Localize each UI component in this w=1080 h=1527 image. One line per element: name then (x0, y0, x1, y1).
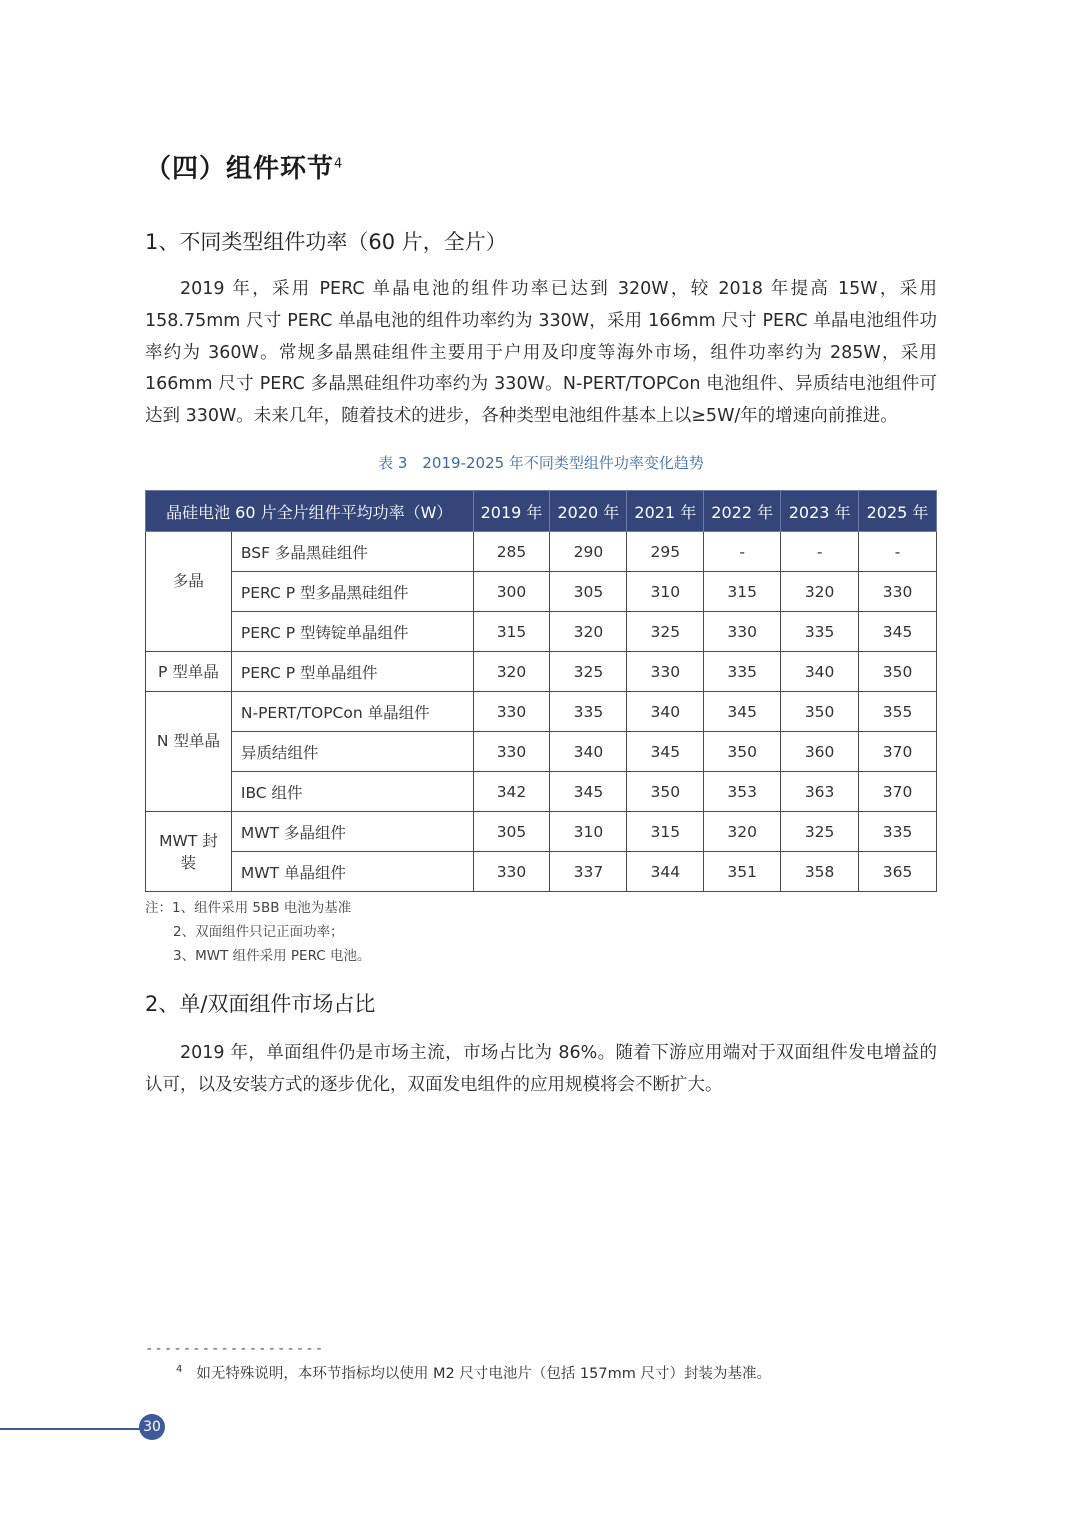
power-value-cell: 345 (704, 692, 781, 732)
footnote-separator: ------------------- (145, 1341, 325, 1357)
row-group-label: MWT 封 装 (146, 812, 232, 892)
power-value-cell: 315 (473, 612, 550, 652)
power-value-cell: 290 (550, 532, 627, 572)
power-value-cell: 360 (781, 732, 859, 772)
paragraph-2-text: 2019 年，单面组件仍是市场主流，市场占比为 86%。随着下游应用端对于双面组件发电增益的认可，以及安装方式的逐步优化，双面发电组件的应用规模将会不断扩大。 (145, 1043, 937, 1095)
module-type-cell: BSF 多晶黑硅组件 (231, 532, 473, 572)
power-value-cell: 305 (473, 812, 550, 852)
module-type-cell: PERC P 型铸锭单晶组件 (231, 612, 473, 652)
module-type-cell: MWT 多晶组件 (231, 812, 473, 852)
power-value-cell: 285 (473, 532, 550, 572)
power-value-cell: 295 (627, 532, 704, 572)
page-number-line (0, 1428, 144, 1430)
table-notes (145, 896, 371, 968)
power-value-cell: 310 (550, 812, 627, 852)
power-value-cell: 320 (473, 652, 550, 692)
power-value-cell: 335 (550, 692, 627, 732)
power-value-cell: 330 (473, 852, 550, 892)
power-value-cell: 335 (704, 652, 781, 692)
power-value-cell: 335 (859, 812, 937, 852)
subsection-title-1: 1、不同类型组件功率（60 片，全片） (145, 230, 507, 254)
power-value-cell: 320 (704, 812, 781, 852)
table-row (146, 852, 937, 892)
power-value-cell: 363 (781, 772, 859, 812)
power-value-cell: 340 (781, 652, 859, 692)
power-value-cell: - (859, 532, 937, 572)
power-value-cell: 358 (781, 852, 859, 892)
footnote (176, 1362, 771, 1383)
power-value-cell: 345 (627, 732, 704, 772)
power-value-cell: 345 (550, 772, 627, 812)
row-group-label: 多晶 (146, 532, 232, 652)
power-value-cell: 370 (859, 772, 937, 812)
row-group-label: P 型单晶 (146, 652, 232, 692)
power-value-cell: 351 (704, 852, 781, 892)
power-value-cell: 365 (859, 852, 937, 892)
year-header: 2019 年 (473, 491, 550, 532)
power-value-cell: 300 (473, 572, 550, 612)
year-header: 2022 年 (704, 491, 781, 532)
power-value-cell: 355 (859, 692, 937, 732)
power-value-cell: 305 (550, 572, 627, 612)
power-value-cell: 337 (550, 852, 627, 892)
power-value-cell: 310 (627, 572, 704, 612)
power-value-cell: 370 (859, 732, 937, 772)
table-header-row (146, 491, 937, 532)
power-value-cell: 344 (627, 852, 704, 892)
power-value-cell: - (704, 532, 781, 572)
power-value-cell: 350 (781, 692, 859, 732)
note-1: 注：1、组件采用 5BB 电池为基准 (145, 900, 352, 916)
table-row (146, 652, 937, 692)
power-value-cell: 330 (859, 572, 937, 612)
footnote-reference: 4 (334, 156, 344, 172)
power-value-cell: 340 (550, 732, 627, 772)
power-value-cell: 330 (473, 692, 550, 732)
year-header: 2023 年 (781, 491, 859, 532)
paragraph-1 (145, 274, 937, 433)
power-value-cell: 353 (704, 772, 781, 812)
power-value-cell: 330 (473, 732, 550, 772)
table-row (146, 772, 937, 812)
power-value-cell: 342 (473, 772, 550, 812)
year-header: 2020 年 (550, 491, 627, 532)
subsection-title-2: 2、单/双面组件市场占比 (145, 992, 376, 1016)
row-group-label: N 型单晶 (146, 692, 232, 812)
table-row (146, 732, 937, 772)
module-type-cell: MWT 单晶组件 (231, 852, 473, 892)
power-value-cell: 350 (859, 652, 937, 692)
table-row (146, 572, 937, 612)
power-trend-table (145, 490, 937, 892)
power-value-cell: 325 (781, 812, 859, 852)
year-header: 2021 年 (627, 491, 704, 532)
power-value-cell: 335 (781, 612, 859, 652)
power-value-cell: 320 (550, 612, 627, 652)
power-value-cell: 340 (627, 692, 704, 732)
module-type-cell: PERC P 型多晶黑硅组件 (231, 572, 473, 612)
page-number: 30 (139, 1414, 165, 1440)
footnote-mark: 4 (176, 1364, 183, 1376)
table-row (146, 532, 937, 572)
power-value-cell: 330 (704, 612, 781, 652)
power-value-cell: 330 (627, 652, 704, 692)
paragraph-1-text: 2019 年，采用 PERC 单晶电池的组件功率已达到 320W，较 2018 年提高 15W，采用 158.75mm 尺寸 PERC 单晶电池的组件功率约为 330W，采用 166mm 尺寸 PERC 单晶电池组件功率约为 360W。常规多晶黑硅组件主要用于户用及印度等海外市场，组件功率约为 285W，采用 166mm 尺寸 PERC 多晶黑硅组件功率约为 330W。N-PERT/TOPCon 电池组件、异质结电池组件可达到 330W。未来几年，随着技术的进步，各种类型电池组件基本上以≥5W/年的增速向前推进。 (145, 279, 937, 427)
power-value-cell: 325 (550, 652, 627, 692)
module-type-cell: IBC 组件 (231, 772, 473, 812)
power-value-cell: - (781, 532, 859, 572)
table-header-label: 晶硅电池 60 片全片组件平均功率（W） (146, 491, 474, 532)
power-value-cell: 325 (627, 612, 704, 652)
section-title-text: （四）组件环节 (145, 154, 335, 184)
power-value-cell: 350 (704, 732, 781, 772)
power-value-cell: 315 (627, 812, 704, 852)
table-row (146, 812, 937, 852)
paragraph-2 (145, 1038, 937, 1102)
year-header: 2025 年 (859, 491, 937, 532)
power-value-cell: 320 (781, 572, 859, 612)
power-value-cell: 315 (704, 572, 781, 612)
footnote-text: 如无特殊说明，本环节指标均以使用 M2 尺寸电池片（包括 157mm 尺寸）封装为基准。 (196, 1366, 771, 1382)
table-row (146, 692, 937, 732)
note-2: 2、双面组件只记正面功率； (173, 924, 344, 940)
module-type-cell: PERC P 型单晶组件 (231, 652, 473, 692)
note-3: 3、MWT 组件采用 PERC 电池。 (173, 948, 371, 964)
table-row (146, 612, 937, 652)
power-value-cell: 345 (859, 612, 937, 652)
module-type-cell: N-PERT/TOPCon 单晶组件 (231, 692, 473, 732)
module-type-cell: 异质结组件 (231, 732, 473, 772)
section-title (145, 148, 343, 185)
power-value-cell: 350 (627, 772, 704, 812)
table-caption: 表 3 2019-2025 年不同类型组件功率变化趋势 (378, 454, 704, 472)
